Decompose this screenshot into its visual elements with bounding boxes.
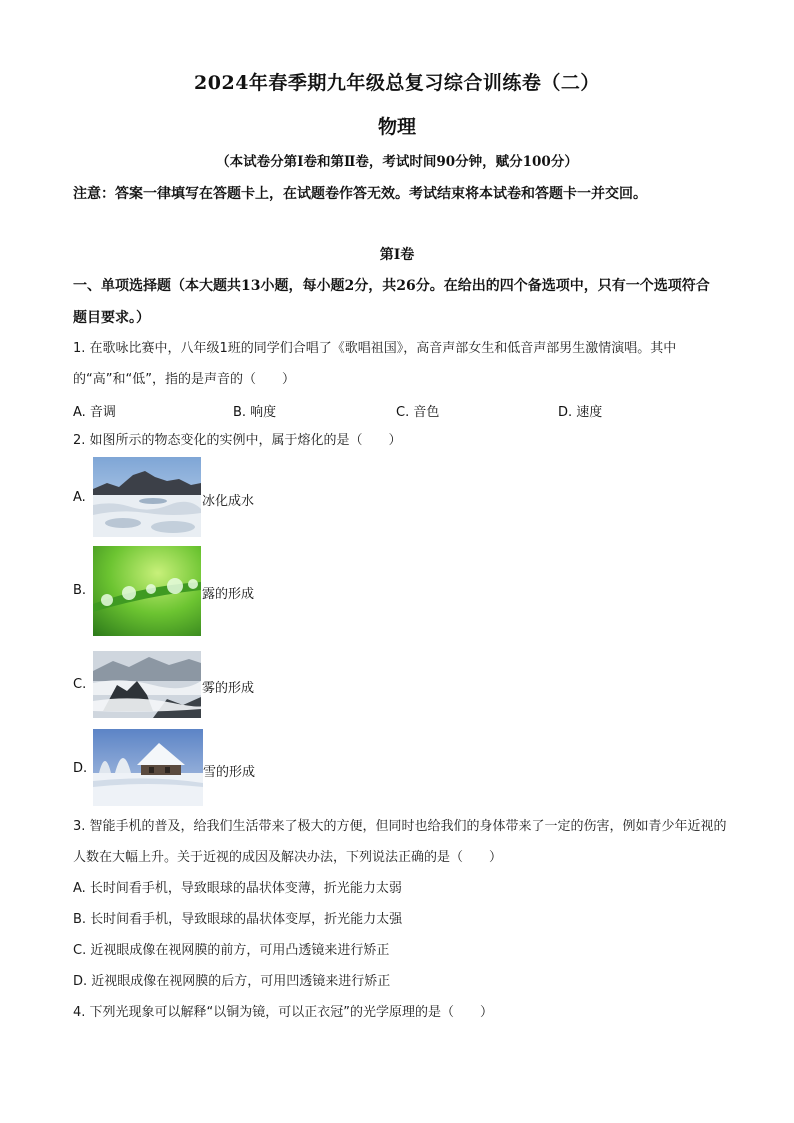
paper-info: （本试卷分第Ⅰ卷和第Ⅱ卷，考试时间90分钟，赋分100分） bbox=[216, 154, 578, 170]
notice-text: 注意：答案一律填写在答题卡上，在试题卷作答无效。考试结束将本试卷和答题卡一并交回。 bbox=[73, 186, 647, 202]
subject-title: 物理 bbox=[377, 116, 416, 138]
question-3-option-d: D. 近视眼成像在视网膜的后方，可用凹透镜来进行矫正 bbox=[73, 974, 391, 989]
option-caption: 冰化成水 bbox=[202, 494, 255, 509]
option-d: D. 速度 bbox=[558, 405, 603, 420]
option-caption: 雪的形成 bbox=[203, 765, 256, 780]
option-c: C. 音色 bbox=[396, 405, 440, 420]
question-1-stem: 1. 在歌咏比赛中，八年级1班的同学们合唱了《歌唱祖国》，高音声部女生和低音声部男生激情演唱。其中的“高”和“低”，指的是声音的（ ） bbox=[73, 341, 677, 387]
dew-drops-photo bbox=[93, 546, 201, 636]
question-1-options bbox=[73, 401, 723, 425]
question-2-stem: 2. 如图所示的物态变化的实例中，属于熔化的是（ ） bbox=[73, 433, 402, 448]
question-3-option-b: B. 长时间看手机，导致眼球的晶状体变厚，折光能力太强 bbox=[73, 912, 403, 927]
option-caption: 雾的形成 bbox=[202, 681, 255, 696]
option-letter: D. bbox=[73, 761, 88, 776]
option-letter: C. bbox=[73, 677, 87, 692]
question-4-stem: 4. 下列光现象可以解释“以铜为镜，可以正衣冠”的光学原理的是（ ） bbox=[73, 1005, 494, 1020]
snow-village-photo bbox=[93, 729, 203, 806]
ice-melting-photo bbox=[93, 457, 201, 537]
question-3-stem: 3. 智能手机的普及，给我们生活带来了极大的方便，但同时也给我们的身体带来了一定的伤害，例如青少年近视的人数在大幅上升。关于近视的成因及解决办法，下列说法正确的是（ ） bbox=[73, 819, 727, 865]
question-3-option-a: A. 长时间看手机，导致眼球的晶状体变薄，折光能力太弱 bbox=[73, 881, 402, 896]
option-b: B. 响度 bbox=[233, 405, 277, 420]
part-title: 第Ⅰ卷 bbox=[379, 247, 415, 263]
option-letter: B. bbox=[73, 583, 87, 598]
option-a: A. 音调 bbox=[73, 405, 116, 420]
option-letter: A. bbox=[73, 490, 86, 505]
option-caption: 露的形成 bbox=[202, 587, 255, 602]
fog-mountain-photo bbox=[93, 651, 201, 718]
exam-title: 2024年春季期九年级总复习综合训练卷（二） bbox=[194, 72, 600, 94]
question-3-option-c: C. 近视眼成像在视网膜的前方，可用凸透镜来进行矫正 bbox=[73, 943, 390, 958]
section-heading: 一、单项选择题（本大题共13小题，每小题2分，共26分。在给出的四个备选项中，只有一个选项符合题目要求。） bbox=[73, 278, 710, 326]
